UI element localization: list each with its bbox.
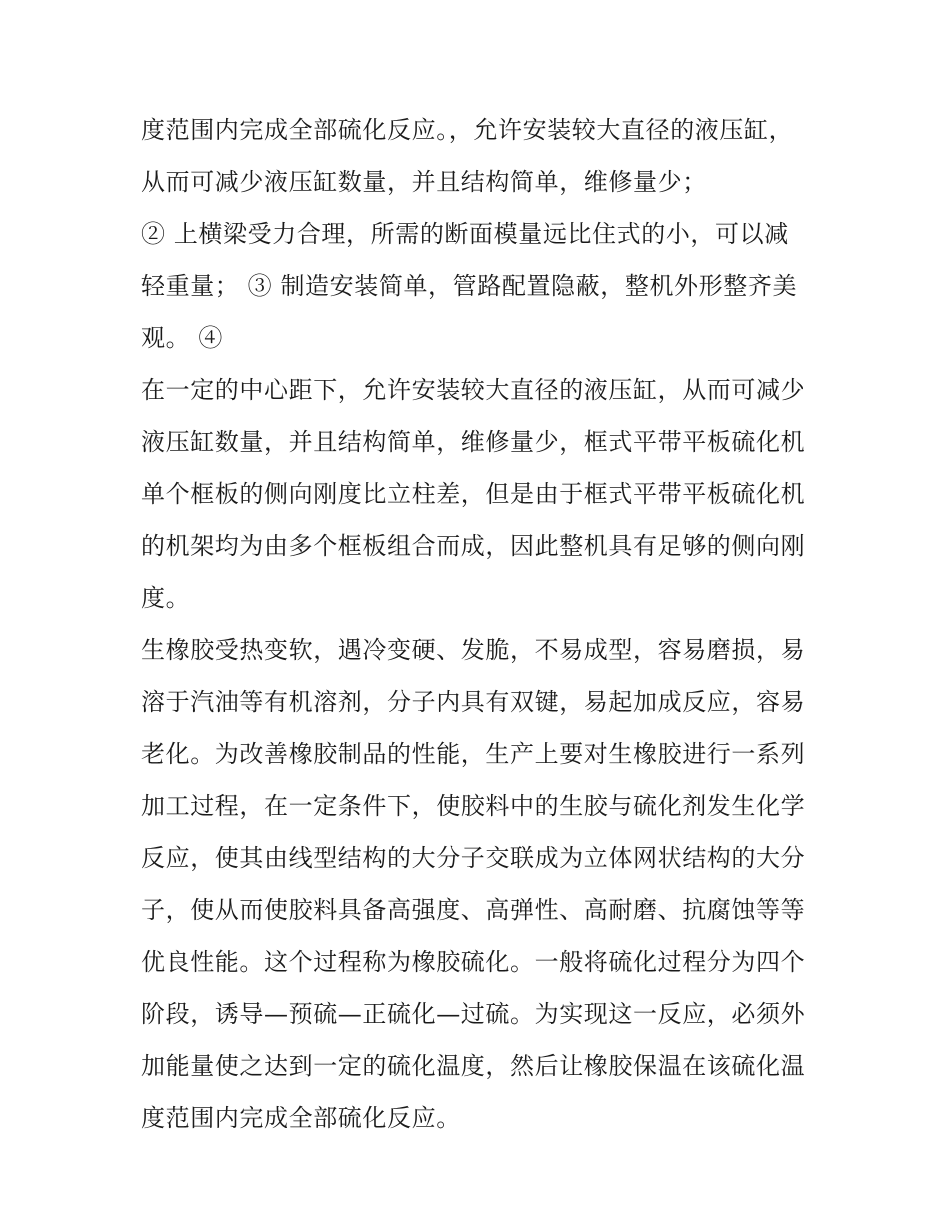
text-line: ② 上横梁受力合理，所需的断面模量远比住式的小，可以减 [141, 220, 789, 248]
text-line: 老化。为改善橡胶制品的性能，生产上要对生橡胶进行一系列 [141, 740, 806, 768]
text-line: 在一定的中心距下，允许安装较大直径的液压缸，从而可减少 [141, 376, 806, 404]
text-line: 阶段，诱导—预硫—正硫化—过硫。为实现这一反应，必须外 [141, 1000, 806, 1028]
text-line: 度范围内完成全部硫化反应。，允许安装较大直径的液压缸， [141, 116, 794, 144]
text-line: 单个框板的侧向刚度比立柱差，但是由于框式平带平板硫化机 [141, 480, 806, 508]
text-line: 的机架均为由多个框板组合而成，因此整机具有足够的侧向刚 [141, 532, 806, 560]
text-line: 液压缸数量，并且结构简单，维修量少，框式平带平板硫化机 [141, 428, 806, 456]
text-line: 子，使从而使胶料具备高强度、高弹性、高耐磨、抗腐蚀等等 [141, 896, 806, 924]
text-line: 溶于汽油等有机溶剂，分子内具有双键，易起加成反应，容易 [141, 688, 806, 716]
text-line: 加能量使之达到一定的硫化温度，然后让橡胶保温在该硫化温 [141, 1052, 806, 1080]
text-line: 加工过程，在一定条件下，使胶料中的生胶与硫化剂发生化学 [141, 792, 806, 820]
text-line: 度。 [141, 584, 191, 612]
text-line: 优良性能。这个过程称为橡胶硫化。一般将硫化过程分为四个 [141, 948, 806, 976]
body-text [141, 107, 821, 1147]
text-line: 生橡胶受热变软，遇冷变硬、发脆，不易成型，容易磨损，易 [141, 636, 806, 664]
text-line: 从而可减少液压缸数量，并且结构简单，维修量少； [141, 168, 707, 196]
text-line: 轻重量； ③ 制造安装简单，管路配置隐蔽，整机外形整齐美 [141, 272, 798, 300]
text-line: 反应，使其由线型结构的大分子交联成为立体网状结构的大分 [141, 844, 806, 872]
text-line: 观。 ④ [141, 324, 224, 352]
text-line: 度范围内完成全部硫化反应。 [141, 1104, 461, 1132]
